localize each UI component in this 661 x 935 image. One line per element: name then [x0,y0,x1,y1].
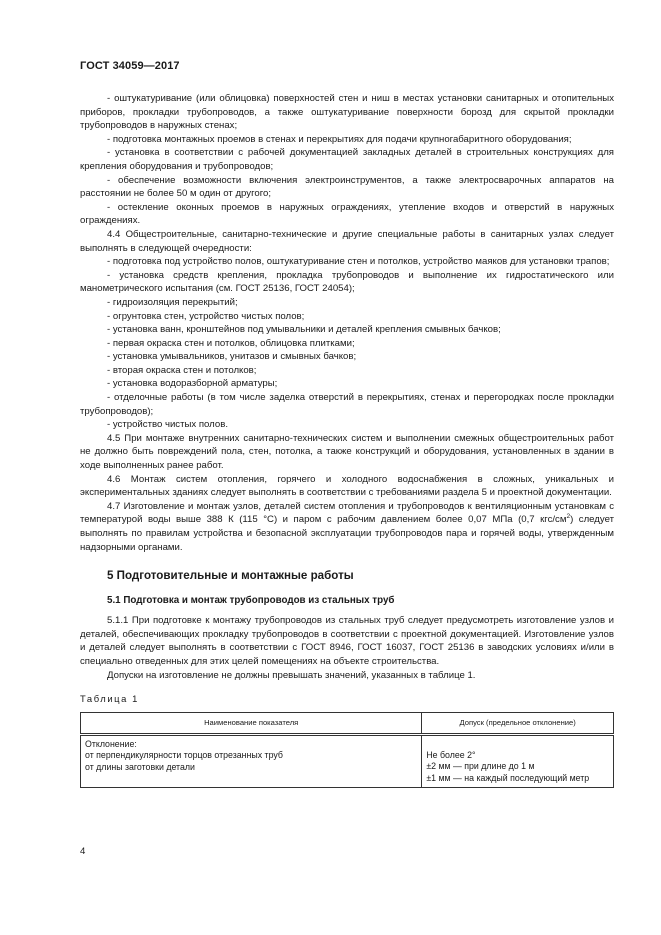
text-paragraph: - установка средств крепления, прокладка трубопроводов и выполнение их гидростатического или манометрического испытания (см. ГОСТ 25136, ГОСТ 24054); [80,269,614,295]
table-header-cell: Наименование показателя [81,713,422,735]
text-paragraph: - подготовка монтажных проемов в стенах и перекрытиях для подачи крупногабаритного оборудования; [107,133,572,145]
text-paragraph: - гидроизоляция перекрытий; [107,296,238,308]
table-caption: Таблица 1 [80,693,139,705]
text-paragraph: - оштукатуривание (или облицовка) поверхностей стен и ниш в местах установки санитарных и отопительных приборов, прокладки трубопроводов, а также оштукатуривание поверхности борозд для скрытой прокладки трубопроводов в наружных стенах; [80,93,614,132]
cell-line: ±2 мм — при длине до 1 м [426,761,535,772]
cell-line: от перпендикулярности торцов отрезанных труб [85,750,283,761]
clause-4-7 [80,500,614,554]
clause-5-1-1: 5.1.1 При подготовке к монтажу трубопроводов из стальных труб следует предусмотреть изготовление узлов и деталей, обеспечивающих прокладку трубопроводов в соответствии с проектной документацией. Изготовление узлов и деталей следует выполнять в соответствии с ГОСТ 8946, ГОСТ 16037, ГОСТ 25136 в заводских условиях и/или в специально отведенных для этих целей помещениях на объекте строительства. [80,615,614,667]
cell-line: от длины заготовки детали [85,761,195,772]
text-paragraph: - установка умывальников, унитазов и смывных бачков; [107,351,357,363]
text-paragraph: - огрунтовка стен, устройство чистых полов; [107,310,305,322]
text-paragraph: - установка в соответствии с рабочей документацией закладных деталей в строительных конструкциях для крепления оборудования и трубопроводов; [80,147,614,172]
text-paragraph: - установка ванн, кронштейнов под умывальники и деталей крепления смывных бачков; [107,324,501,336]
table-header-row [81,713,614,735]
text-paragraph: - первая окраска стен и потолков, облицовка плитками; [107,337,355,349]
cell-line: Не более 2° [426,749,476,760]
text-paragraph: - подготовка под устройство полов, оштукатуривание стен и потолков, устройство маяков для установки трапов; [107,256,610,268]
clause-4-7-text-a: 4.7 Изготовление и монтаж узлов, деталей систем отопления и трубопроводов к вентиляционным установкам с температурой воды выше 388 К (115 °С) и паром с рабочим давлением более 0,07 МПа (0,7 кгс/см [80,500,614,526]
cell-line: Отклонение: [85,738,137,749]
cell-line: ±1 мм — на каждый последующий метр [426,772,590,783]
text-paragraph: - устройство чистых полов. [107,419,228,431]
clause-4-7-text-b: ) следует выполнять по правилам устройства и безопасной эксплуатации трубопроводов пара и горячей воды, утвержденным надзорными органами. [80,514,615,553]
table-cell-indicator [81,734,422,788]
superscript: 2 [566,513,571,521]
tolerance-table [80,712,614,788]
text-paragraph: - установка водоразборной арматуры; [107,378,278,390]
clause-4-4: 4.4 Общестроительные, санитарно-технические и другие специальные работы в санитарных узлах следует выполнять в следующей очередности: [80,228,614,254]
document-code-header: ГОСТ 34059—2017 [80,60,180,72]
page-content [80,92,614,788]
subsection-heading: 5.1 Подготовка и монтаж трубопроводов из стальных труб [107,595,395,607]
text-paragraph: Допуски на изготовление не должны превышать значений, указанных в таблице 1. [107,669,476,681]
text-paragraph: - вторая окраска стен и потолков; [107,364,257,376]
text-paragraph: - обеспечение возможности включения электроинструментов, а также электросварочных аппаратов на расстоянии не более 50 м один от другого; [80,174,614,200]
text-paragraph: - отделочные работы (в том числе заделка отверстий в перекрытиях, стенах и перегородках после прокладки трубопроводов); [80,392,614,417]
text-paragraph: - остекление оконных проемов в наружных ограждениях, утепление входов и отверстий в наружных ограждениях. [80,201,614,227]
page-number: 4 [80,846,86,857]
table-header-cell: Допуск (предельное отклонение) [422,713,614,735]
table-cell-tolerance [422,734,614,788]
table-row [81,734,614,788]
section-heading: 5 Подготовительные и монтажные работы [107,569,354,583]
clause-4-5: 4.5 При монтаже внутренних санитарно-технических систем и выполнении смежных общестроительных работ не должно быть повреждений пола, стен, потолка, а также конструкций и оборудования, установленных в здании в ходе выполненных ранее работ. [80,432,614,472]
clause-4-6: 4.6 Монтаж систем отопления, горячего и холодного водоснабжения в сложных, уникальных и экспериментальных зданиях следует выполнять в соответствии с требованиями раздела 5 и проектной документации. [80,473,614,499]
